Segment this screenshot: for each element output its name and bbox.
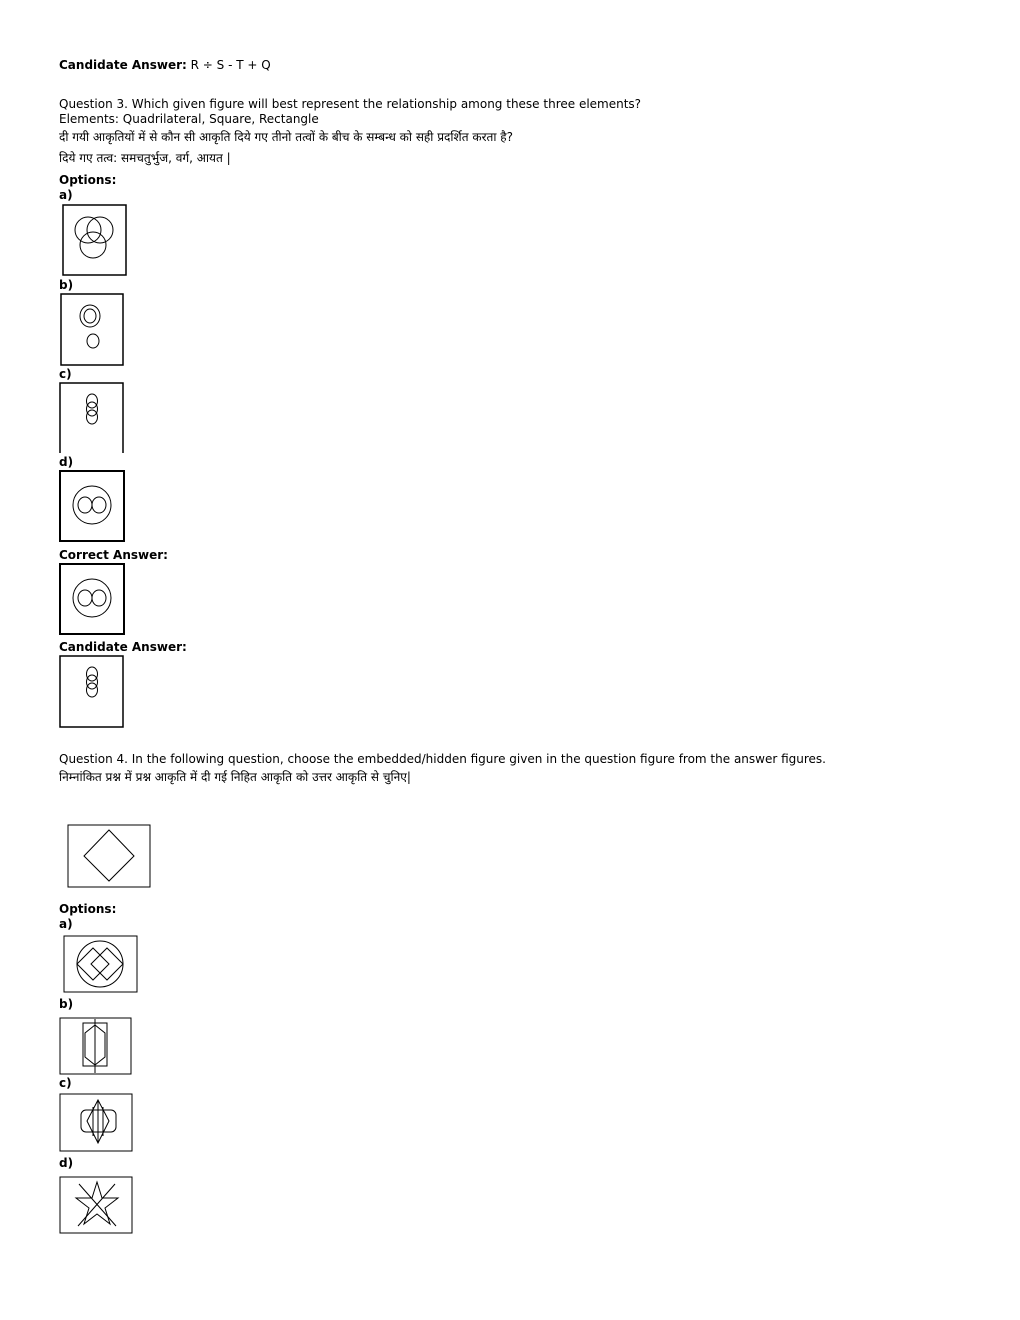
q4-option-a-figure: [63, 935, 139, 994]
q2-candidate-label: Candidate Answer:: [59, 58, 187, 72]
q4-option-b-figure: [59, 1017, 133, 1076]
q4-option-d-label: d): [59, 1156, 74, 1170]
q3-candidate-answer-label: Candidate Answer:: [59, 640, 187, 654]
q3-option-d-figure: [59, 470, 126, 543]
q3-question-text: Question 3. Which given figure will best represent the relationship among these three elements?: [59, 97, 642, 111]
q3-option-c-label: c): [59, 367, 72, 381]
q2-candidate-answer: [59, 58, 271, 73]
q2-candidate-value: R ÷ S - T + Q: [190, 58, 271, 72]
q3-options-label: Options:: [59, 173, 117, 187]
q3-option-a-figure: [62, 204, 128, 276]
q3-hindi-elements: दिये गए तत्व: समचतुर्भुज, वर्ग, आयत |: [59, 151, 231, 165]
q4-question-text: Question 4. In the following question, choose the embedded/hidden figure given in the question figure from the answer figures.: [59, 752, 826, 766]
q3-option-d-label: d): [59, 455, 74, 469]
q3-option-b-figure: [60, 293, 125, 366]
q3-option-a-label: a): [59, 188, 73, 202]
q4-hindi-question: निम्नांकित प्रश्न में प्रश्न आकृति में दी गई निहित आकृति को उत्तर आकृति से चुनिए|: [59, 770, 411, 784]
q4-options-label: Options:: [59, 902, 117, 916]
q3-option-c-figure: [59, 382, 125, 454]
q3-correct-answer-label: Correct Answer:: [59, 548, 168, 562]
q3-elements-text: Elements: Quadrilateral, Square, Rectangle: [59, 112, 319, 126]
q3-correct-answer-figure: [59, 563, 126, 636]
q3-option-b-label: b): [59, 278, 74, 292]
q4-option-c-label: c): [59, 1076, 72, 1090]
q4-option-a-label: a): [59, 917, 73, 931]
q4-option-c-figure: [59, 1093, 134, 1153]
q4-question-figure: [67, 824, 152, 890]
q4-option-b-label: b): [59, 997, 74, 1011]
q4-option-d-figure: [59, 1176, 134, 1235]
q3-hindi-question: दी गयी आकृतियों में से कौन सी आकृति दिये गए तीनो तत्वों के बीच के सम्बन्ध को सही प्रदर्शित करता है?: [59, 130, 513, 144]
q3-candidate-answer-figure: [59, 655, 125, 728]
